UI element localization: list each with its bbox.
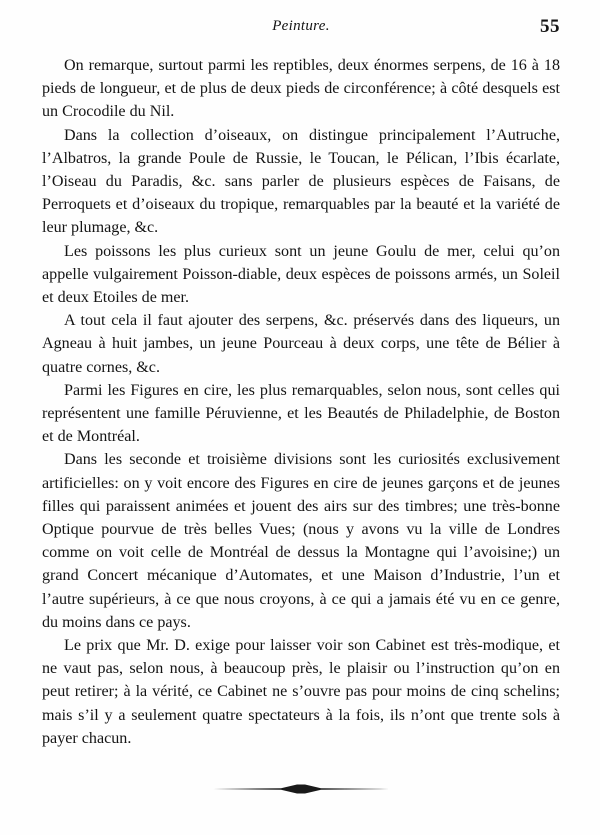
paragraph: A tout cela il faut ajouter des serpens, &c. préservés dans des liqueurs, un Agneau à huit jambes, un jeune Pourceau à deux corps, une tête de Bélier à quatre cornes, &c. — [42, 312, 560, 376]
paragraph: Dans les seconde et troisième divisions sont les curiosités exclusivement artificielles: on y voit encore des Figures en cire de jeunes garçons et de jeunes filles qui paraissent animées et jouent des airs sur des timbres; une très-bonne Optique pourvue de très belles Vues; (nous y avons vu la ville de Londres comme on voit celle de Montréal de dessus la Montagne qui l’avoisine;) un grand Concert mécanique d’Automates, et une Maison d’Industrie, l’un et l’autre supérieurs, à ce que nous croyons, à ce qui a jamais été vu en ce genre, du moins dans ce pays. — [42, 451, 560, 631]
page-header — [42, 18, 560, 48]
running-title: Peinture. — [272, 18, 330, 34]
horizontal-rule-ornament — [42, 780, 560, 800]
body-text — [42, 54, 560, 750]
paragraph: Dans la collection d’oiseaux, on distingue principalement l’Autruche, l’Albatros, la grande Poule de Russie, le Toucan, le Pélican, l’Ibis écarlate, l’Oiseau du Paradis, &c. sans parler de plusieurs espèces de Faisans, de Perroquets et d’oiseaux du tropique, remarquables par la beauté et la variété de leur plumage, &c. — [42, 126, 560, 237]
page-number: 55 — [540, 16, 560, 37]
paragraph: Les poissons les plus curieux sont un jeune Goulu de mer, celui qu’on appelle vulgairement Poisson-diable, deux espèces de poissons armés, un Soleil et deux Etoiles de mer. — [42, 242, 560, 307]
paragraph: On remarque, surtout parmi les reptibles, deux énormes serpens, de 16 à 18 pieds de longueur, et de plus de deux pieds de circonférence; à côté desquels est un Crocodile du Nil. — [42, 57, 560, 121]
paragraph: Parmi les Figures en cire, les plus remarquables, selon nous, sont celles qui représentent une famille Péruvienne, et les Beautés de Philadelphie, de Boston et de Montréal. — [42, 381, 560, 446]
paragraph: Le prix que Mr. D. exige pour laisser voir son Cabinet est très-modique, et ne vaut pas, selon nous, à beaucoup près, le plaisir ou l’instruction qu’on en peut retirer; à la vérité, ce Cabinet ne s’ouvre pas pour moins de cinq schelins; mais s’il y a seulement quatre spectateurs à la fois, ils n’ont que trente sols à payer chacun. — [42, 637, 560, 747]
